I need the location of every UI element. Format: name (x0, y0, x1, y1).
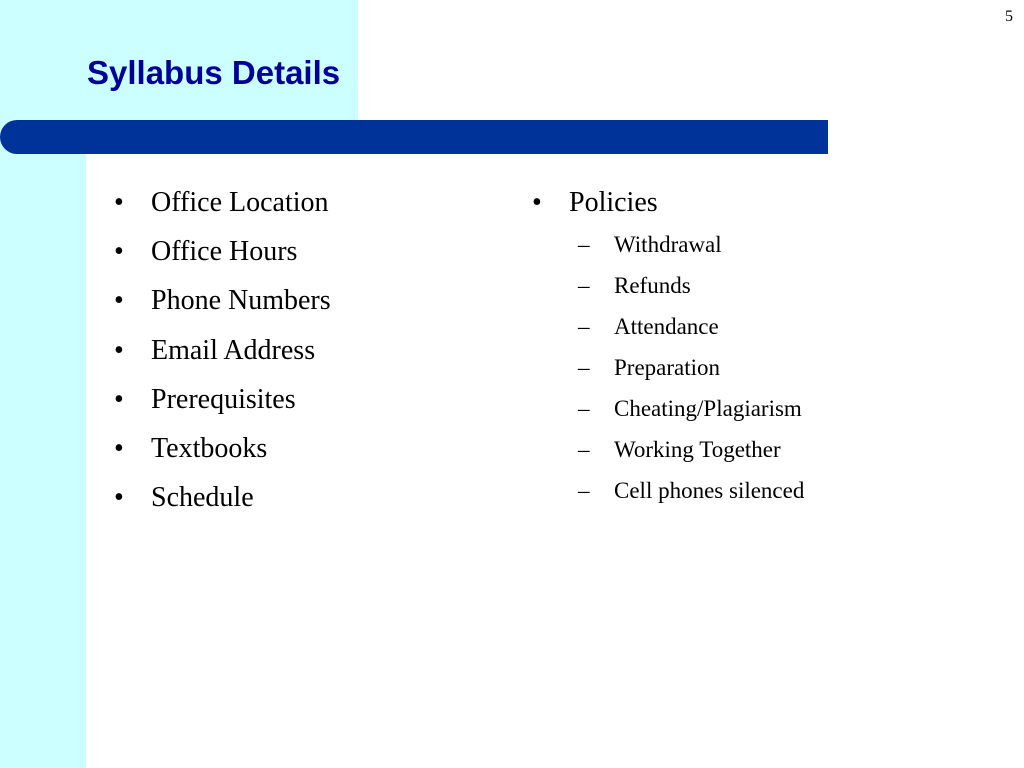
dash-icon: – (578, 396, 590, 422)
list-item-label: Office Hours (151, 236, 298, 268)
dash-icon: – (578, 355, 590, 381)
bullet-icon: • (114, 383, 124, 415)
policies-heading-item (532, 178, 804, 227)
bullet-icon: • (532, 187, 542, 218)
sub-list-item (532, 470, 804, 511)
list-item-label: Schedule (151, 482, 254, 514)
list-item-label: Email Address (151, 334, 316, 366)
list-item (114, 424, 331, 473)
sub-list-item-label: Cell phones silenced (614, 478, 805, 504)
right-bullet-list (532, 178, 804, 511)
sub-list-item-label: Refunds (614, 273, 691, 299)
list-item-label: Textbooks (151, 432, 268, 464)
list-item (114, 326, 331, 375)
sub-list-item (532, 265, 804, 306)
slide-title: Syllabus Details (87, 54, 341, 91)
dash-icon: – (578, 314, 590, 340)
bullet-icon: • (114, 482, 124, 514)
bullet-icon: • (114, 334, 124, 366)
policies-sublist-container (532, 224, 804, 511)
sub-list-item-label: Cheating/Plagiarism (614, 396, 802, 422)
dash-icon: – (578, 232, 590, 258)
sub-list-item-label: Preparation (614, 355, 721, 381)
list-item-label: Office Location (151, 187, 329, 218)
sub-list-item (532, 306, 804, 347)
sub-list-item (532, 347, 804, 388)
policies-sublist (532, 224, 804, 511)
list-item (114, 178, 331, 227)
list-item (114, 276, 331, 325)
title-bar (0, 120, 828, 154)
sub-list-item-label: Working Together (614, 437, 781, 463)
sub-list-item (532, 388, 804, 429)
bullet-icon: • (114, 432, 124, 464)
bullet-icon: • (114, 236, 124, 268)
policies-heading: Policies (569, 187, 658, 218)
sub-list-item-label: Withdrawal (614, 232, 722, 258)
page-number: 5 (1005, 8, 1013, 25)
left-bullet-list (114, 178, 331, 522)
list-item (114, 375, 331, 424)
sub-list-item-label: Attendance (614, 314, 719, 340)
dash-icon: – (578, 437, 590, 463)
list-item (114, 227, 331, 276)
dash-icon: – (578, 273, 590, 299)
accent-background-left (0, 120, 86, 768)
dash-icon: – (578, 478, 590, 504)
bullet-icon: • (114, 285, 124, 317)
list-item-label: Prerequisites (151, 383, 296, 415)
list-item-label: Phone Numbers (151, 285, 331, 317)
bullet-icon: • (114, 187, 124, 218)
sub-list-item (532, 429, 804, 470)
sub-list-item (532, 224, 804, 265)
list-item (114, 473, 331, 522)
